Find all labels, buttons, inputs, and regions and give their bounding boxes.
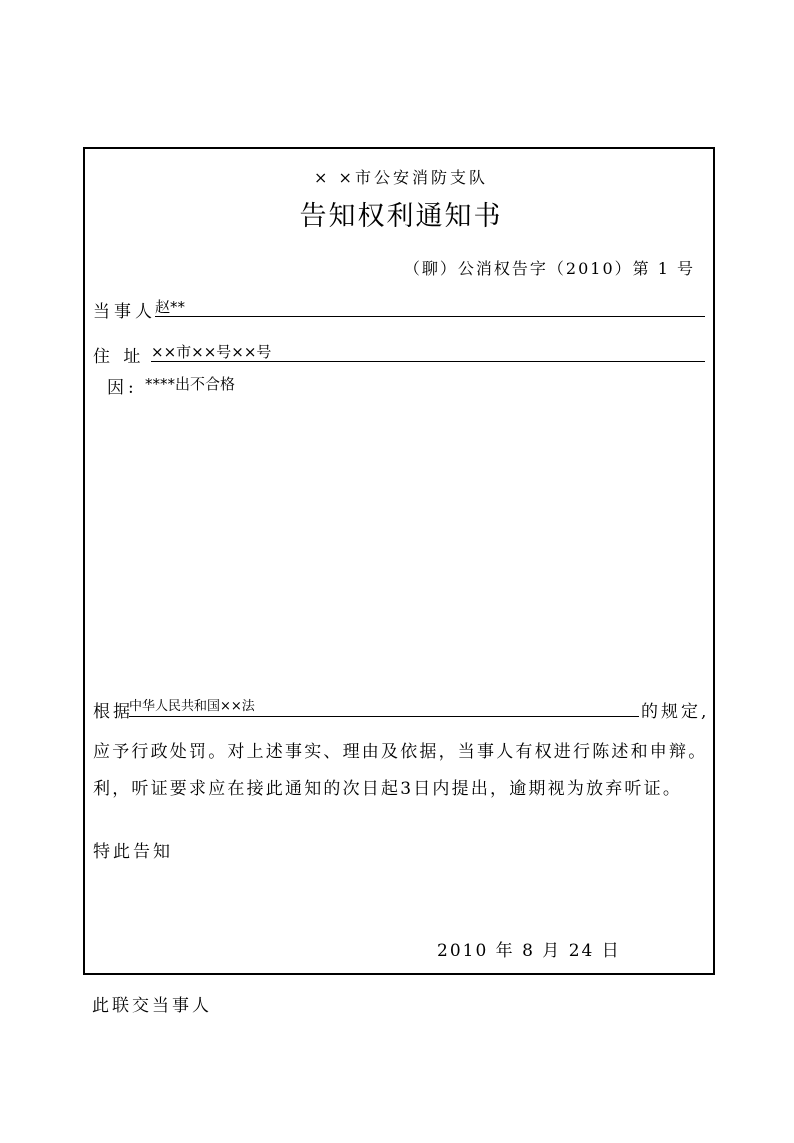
address-value: ××市××号××号 <box>151 343 272 361</box>
basis-law-value: 中华人民共和国××法 <box>129 699 255 714</box>
body-line-2: 利，听证要求应在接此通知的次日起3日内提出，逾期视为放弃听证。 <box>93 779 683 799</box>
notice-form-frame <box>83 147 715 975</box>
party-value: 赵** <box>155 298 186 316</box>
reason-value: ****出不合格 <box>145 375 236 393</box>
reason-label: 因: <box>107 378 138 398</box>
notice-text: 特此告知 <box>93 842 173 862</box>
address-label: 住 址 <box>93 347 145 367</box>
party-label: 当事人 <box>93 302 156 322</box>
basis-suffix: 的规定, <box>641 702 710 722</box>
address-field <box>151 342 705 362</box>
basis-prefix: 根据 <box>93 702 133 722</box>
document-title: 告知权利通知书 <box>299 201 503 232</box>
footer-note: 此联交当事人 <box>92 996 212 1016</box>
document-number: （聊）公消权告字（2010）第 1 号 <box>403 259 695 278</box>
basis-law-field <box>129 697 639 717</box>
issuer-name: × ×市公安消防支队 <box>314 168 488 187</box>
body-line-1: 应予行政处罚。对上述事实、理由及依据，当事人有权进行陈述和申辩。 <box>93 742 708 762</box>
issue-date: 2010 年 8 月 24 日 <box>437 941 621 961</box>
party-field <box>155 297 705 317</box>
